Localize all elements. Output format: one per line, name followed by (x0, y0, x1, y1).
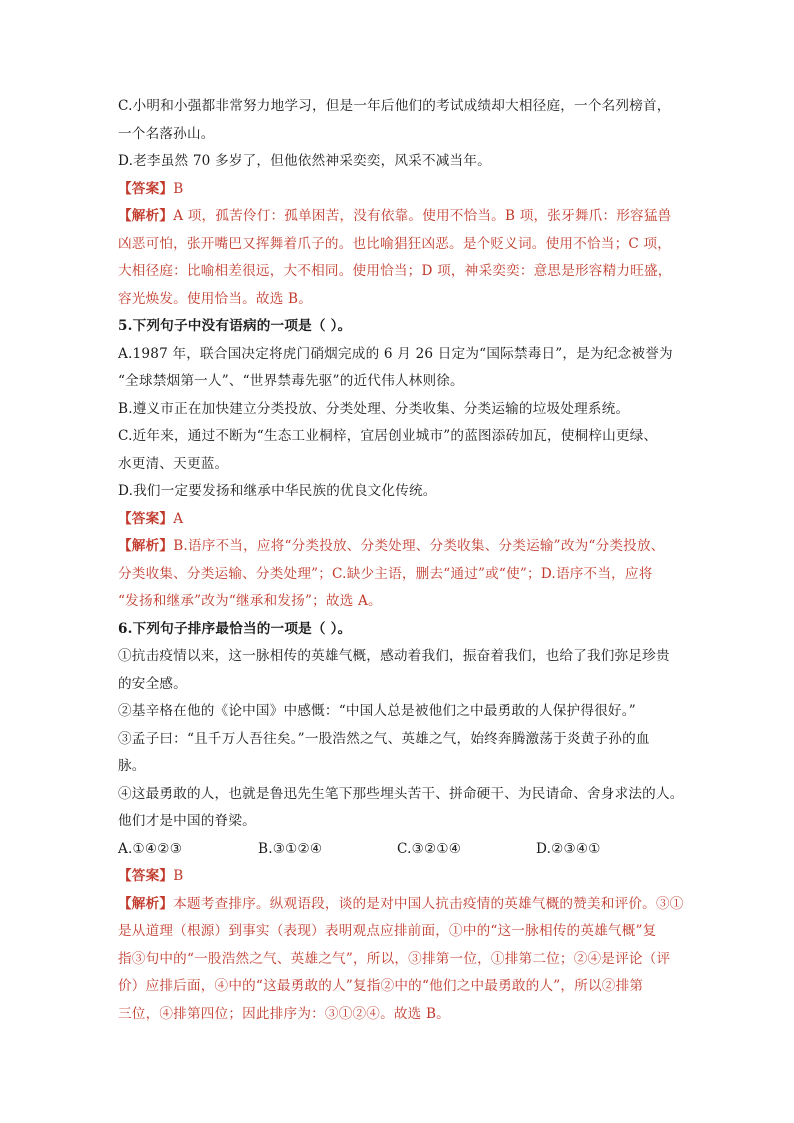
q6-sentence-3-line2: 脉。 (118, 758, 146, 774)
q5-title: 5.下列句子中没有语病的一项是（ ）。 (118, 318, 352, 334)
q5-analysis-line2: 分类收集、分类运输、分类处理”；C.缺少主语，删去“通过”或“使”；D.语序不当，应将 (118, 566, 653, 582)
q4-option-c-line2: 一个名落孙山。 (118, 126, 215, 142)
answer-value: B (173, 868, 184, 884)
analysis-text: A 项，孤苦伶仃：孤单困苦，没有依靠。使用不恰当。B 项，张牙舞爪：形容猛兽 (173, 208, 672, 224)
analysis-tag: 【解析】 (118, 208, 174, 224)
q5-analysis-line1 (118, 536, 665, 556)
q6-analysis-line4: 价）应排后面，④中的“这最勇敢的人”复指②中的“他们之中最勇敢的人”，所以②排第 (118, 978, 644, 994)
q6-sentence-4-line1: ④这最勇敢的人，也就是鲁迅先生笔下那些埋头苦干、拼命硬干、为民请命、舍身求法的人。 (118, 786, 684, 802)
answer-tag: 【答案】 (118, 868, 174, 884)
q6-answer (118, 866, 183, 886)
q6-option-c: C.③②①④ (397, 841, 462, 857)
q5-option-d: D.我们一定要发扬和继承中华民族的优良文化传统。 (118, 483, 437, 499)
q6-option-b: B.③①②④ (258, 841, 323, 857)
q6-sentence-1-line1: ①抗击疫情以来，这一脉相传的英雄气概，感动着我们，振奋着我们，也给了我们弥足珍贵 (118, 648, 670, 664)
q6-option-d: D.②③④① (536, 841, 601, 857)
q6-option-a: A.①④②③ (118, 841, 183, 857)
q5-option-b: B.遵义市正在加快建立分类投放、分类处理、分类收集、分类运输的垃圾处理系统。 (118, 401, 630, 417)
q6-sentence-2: ②基辛格在他的《论中国》中感慨：“中国人总是被他们之中最勇敢的人保护得很好。” (118, 703, 636, 719)
q4-analysis-line1 (118, 206, 671, 226)
answer-tag: 【答案】 (118, 181, 174, 197)
q4-analysis-line3: 大相径庭：比喻相差很远，大不相同。使用恰当；D 项，神采奕奕：意思是形容精力旺盛， (118, 263, 672, 279)
q4-option-d: D.老李虽然 70 多岁了，但他依然神采奕奕，风采不减当年。 (118, 153, 491, 169)
answer-value: A (173, 511, 184, 527)
q5-option-a-line1: A.1987 年，联合国决定将虎门硝烟完成的 6 月 26 日定为“国际禁毒日”，是为纪念被誉为 (118, 346, 673, 362)
q4-analysis-line4: 容光焕发。使用恰当。故选 B。 (118, 291, 313, 307)
answer-tag: 【答案】 (118, 511, 174, 527)
q4-analysis-line2: 凶恶可怕，张开嘴巴又挥舞着爪子的。也比喻猖狂凶恶。是个贬义词。使用不恰当；C 项， (118, 236, 672, 252)
q5-answer (118, 509, 183, 529)
q6-title: 6.下列句子排序最恰当的一项是（ ）。 (118, 621, 352, 637)
q6-sentence-3-line1: ③孟子曰：“且千万人吾往矣。”一股浩然之气、英雄之气，始终奔腾激荡于炎黄子孙的血 (118, 731, 650, 747)
analysis-tag: 【解析】 (118, 538, 174, 554)
q6-analysis-line2: 是从道理（根源）到事实（表现）表明观点应排前面，①中的“这一脉相传的英雄气概”复 (118, 923, 657, 939)
analysis-text: B.语序不当，应将“分类投放、分类处理、分类收集、分类运输”改为“分类投放、 (173, 538, 665, 554)
q5-analysis-line3: “发扬和继承”改为“继承和发扬”；故选 A。 (118, 593, 382, 609)
q6-sentence-4-line2: 他们才是中国的脊梁。 (118, 813, 256, 829)
q6-analysis-line5: 三位，④排第四位；因此排序为：③①②④。故选 B。 (118, 1006, 450, 1022)
q6-analysis-line1 (118, 894, 684, 914)
q6-sentence-1-line2: 的安全感。 (118, 676, 187, 692)
q4-answer (118, 179, 183, 199)
q4-option-c-line1: C.小明和小强都非常努力地学习，但是一年后他们的考试成绩却大相径庭，一个名列榜首， (118, 98, 671, 114)
analysis-tag: 【解析】 (118, 896, 174, 912)
q5-option-c-line1: C.近年来，通过不断为“生态工业桐梓，宜居创业城市”的蓝图添砖加瓦，使桐梓山更绿、 (118, 428, 658, 444)
answer-value: B (173, 181, 184, 197)
analysis-text: 本题考查排序。纵观语段，谈的是对中国人抗击疫情的英雄气概的赞美和评价。③① (173, 896, 684, 912)
q5-option-a-line2: “全球禁烟第一人”、“世界禁毒先驱”的近代伟人林则徐。 (118, 373, 464, 389)
q6-analysis-line3: 指③句中的“一股浩然之气、英雄之气”，所以，③排第一位，①排第二位；②④是评论（评 (118, 951, 671, 967)
q5-option-c-line2: 水更清、天更蓝。 (118, 456, 229, 472)
